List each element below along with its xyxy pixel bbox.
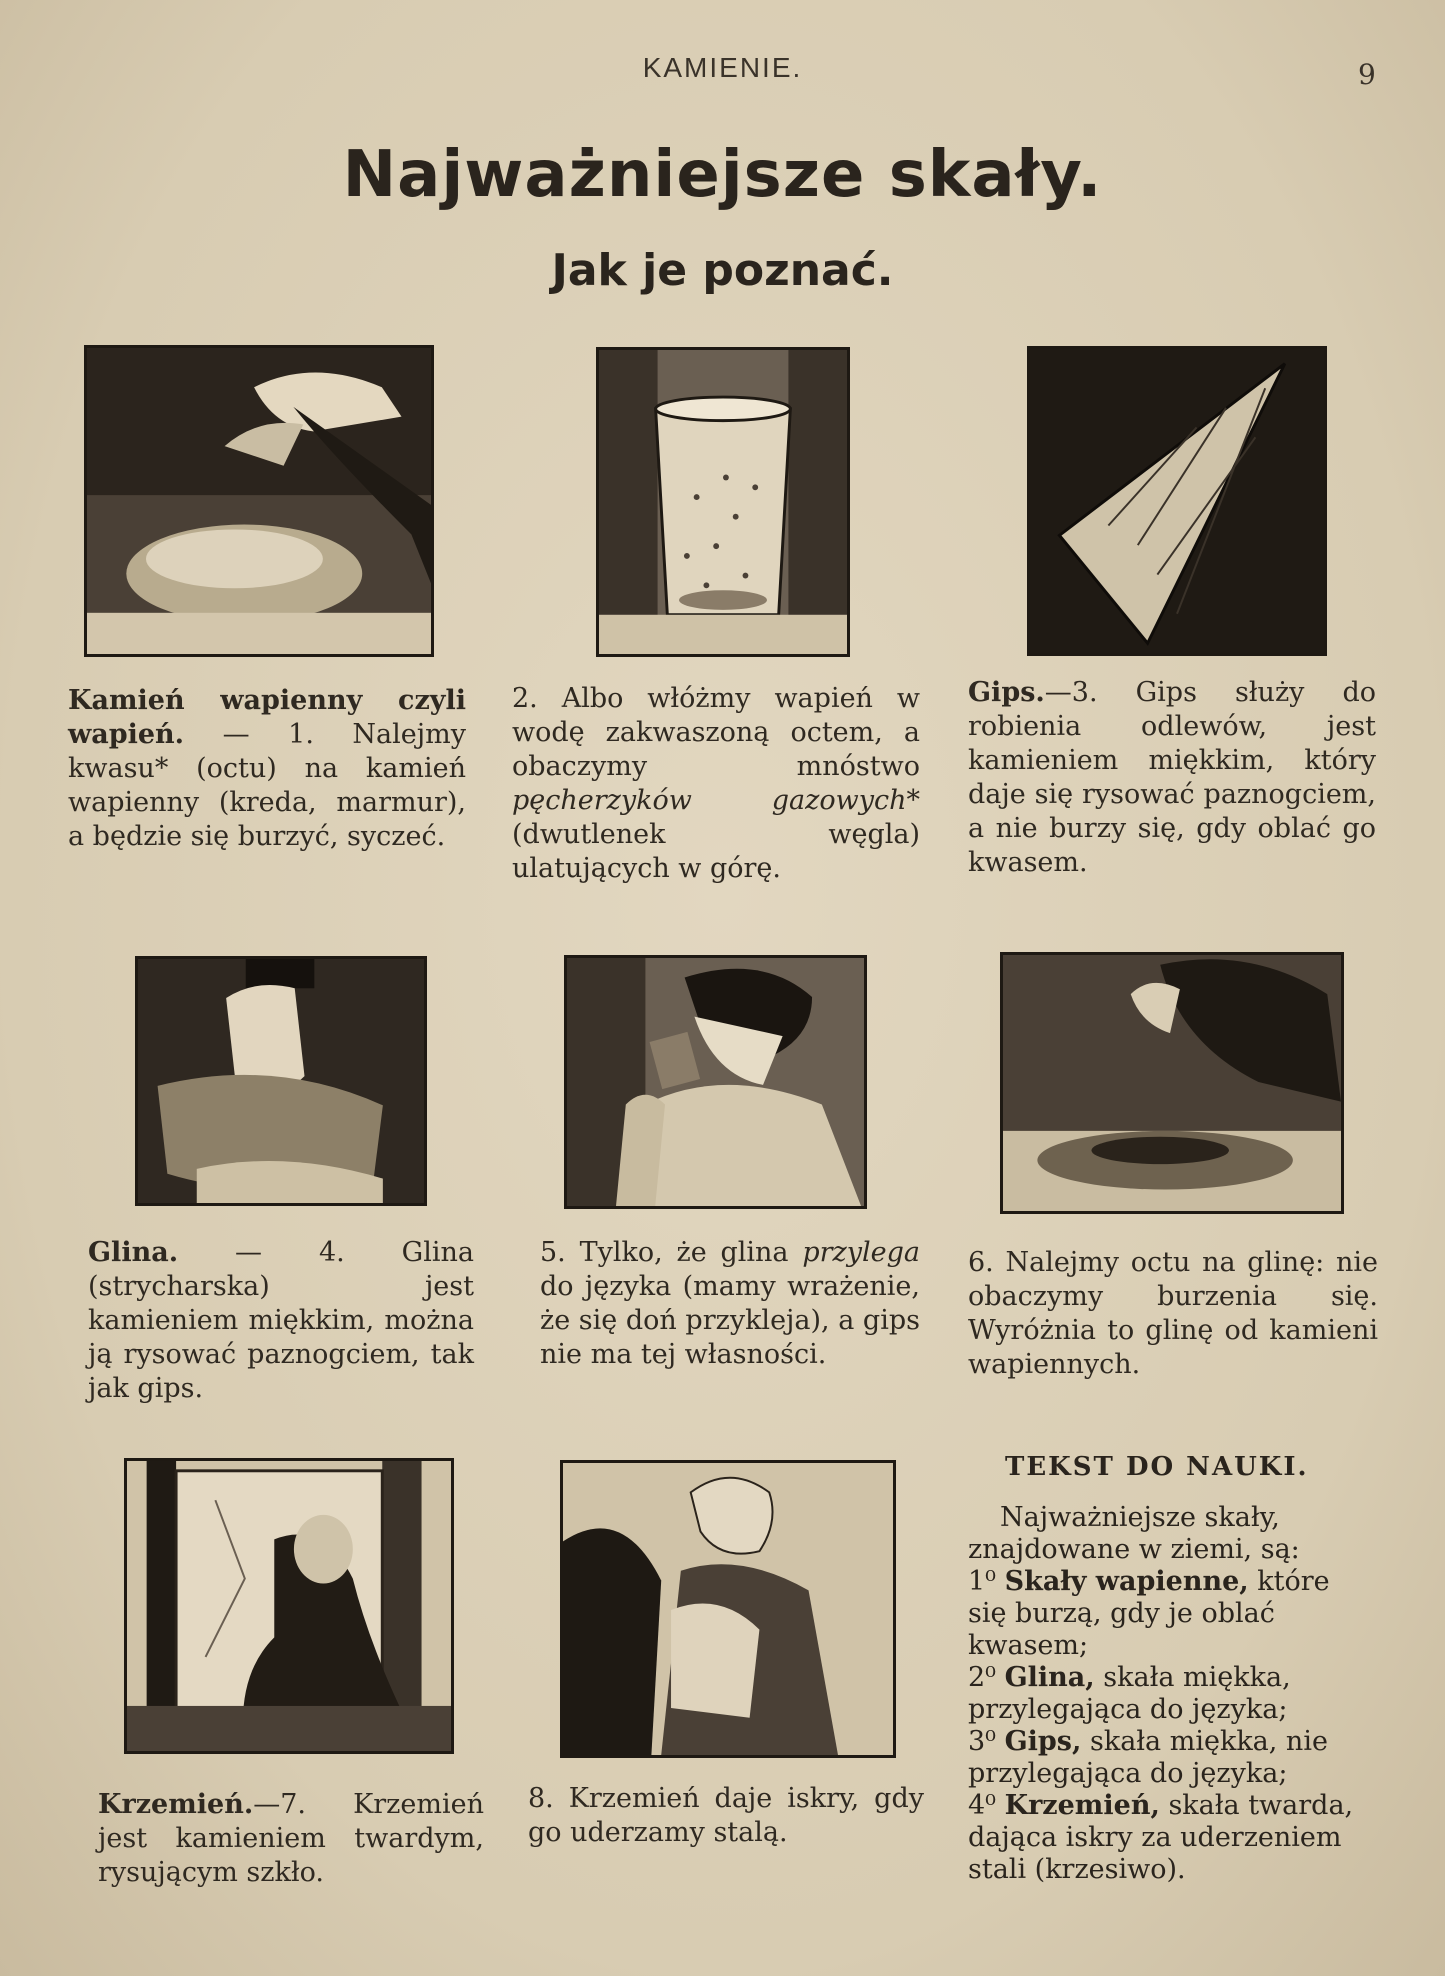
page-subtitle: Jak je poznać. bbox=[551, 245, 894, 296]
page-title: Najważniejsze skały. bbox=[342, 138, 1103, 212]
tekst-heading: TEKST DO NAUKI. bbox=[1005, 1452, 1309, 1482]
illustration-scratching-clay bbox=[135, 956, 427, 1206]
illustration-gypsum-crystal bbox=[1027, 346, 1327, 656]
page-number: 9 bbox=[1358, 58, 1376, 91]
tekst-item-3: 3⁰ Gips, skała miękka, nie przylegająca do języka; bbox=[968, 1726, 1328, 1789]
tekst-body bbox=[968, 1502, 1366, 1886]
illustration-vinegar-clay bbox=[1000, 952, 1344, 1214]
tekst-item-1: 1⁰ Skały wapienne, które się burzą, gdy je oblać kwasem; bbox=[968, 1566, 1330, 1661]
illustration-flint-steel bbox=[560, 1460, 896, 1758]
caption-6: 6. Nalejmy octu na glinę: nie obaczymy burzenia się. Wyróżnia to glinę od kamieni wapiennych. bbox=[968, 1247, 1378, 1380]
illustration-glass-bubbles bbox=[596, 347, 850, 657]
caption-2: 2. Albo włóżmy wapień w wodę zakwaszoną octem, a obaczymy mnóstwo pęcherzyków gazowych* (dwutlenek węgla) ulatujących w górę. bbox=[512, 683, 920, 884]
illustration-boy-tongue bbox=[564, 955, 867, 1209]
illustration-glass-scratch bbox=[124, 1458, 454, 1754]
tekst-item-4: 4⁰ Krzemień, skała twarda, dająca iskry za uderzeniem stali (krzesiwo). bbox=[968, 1790, 1354, 1885]
caption-1: Kamień wapienny czyli wapień. — 1. Nalejmy kwasu* (octu) na kamień wapienny (kreda, marmur), a będzie się burzyć, syczeć. bbox=[68, 685, 466, 852]
tekst-item-2: 2⁰ Glina, skała miękka, przylegająca do języka; bbox=[968, 1662, 1291, 1725]
caption-8: 8. Krzemień daje iskry, gdy go uderzamy stalą. bbox=[528, 1783, 924, 1848]
running-head: KAMIENIE. bbox=[642, 52, 803, 83]
caption-5: 5. Tylko, że glina przylega do języka (mamy wrażenie, że się doń przykleja), a gips nie ma tej własności. bbox=[540, 1237, 920, 1370]
caption-3: Gips.—3. Gips służy do robienia odlewów, jest kamieniem miękkim, który daje się rysować paznogciem, a nie burzy się, gdy oblać go kwasem. bbox=[968, 677, 1376, 878]
tekst-intro: Najważniejsze skały, znajdowane w ziemi, są: bbox=[968, 1502, 1300, 1565]
illustration-limestone-acid bbox=[84, 345, 434, 657]
caption-4: Glina. — 4. Glina (strycharska) jest kamieniem miękkim, można ją rysować paznogciem, tak jak gips. bbox=[88, 1237, 474, 1404]
caption-7: Krzemień.—7. Krzemień jest kamieniem twardym, rysującym szkło. bbox=[98, 1789, 484, 1888]
